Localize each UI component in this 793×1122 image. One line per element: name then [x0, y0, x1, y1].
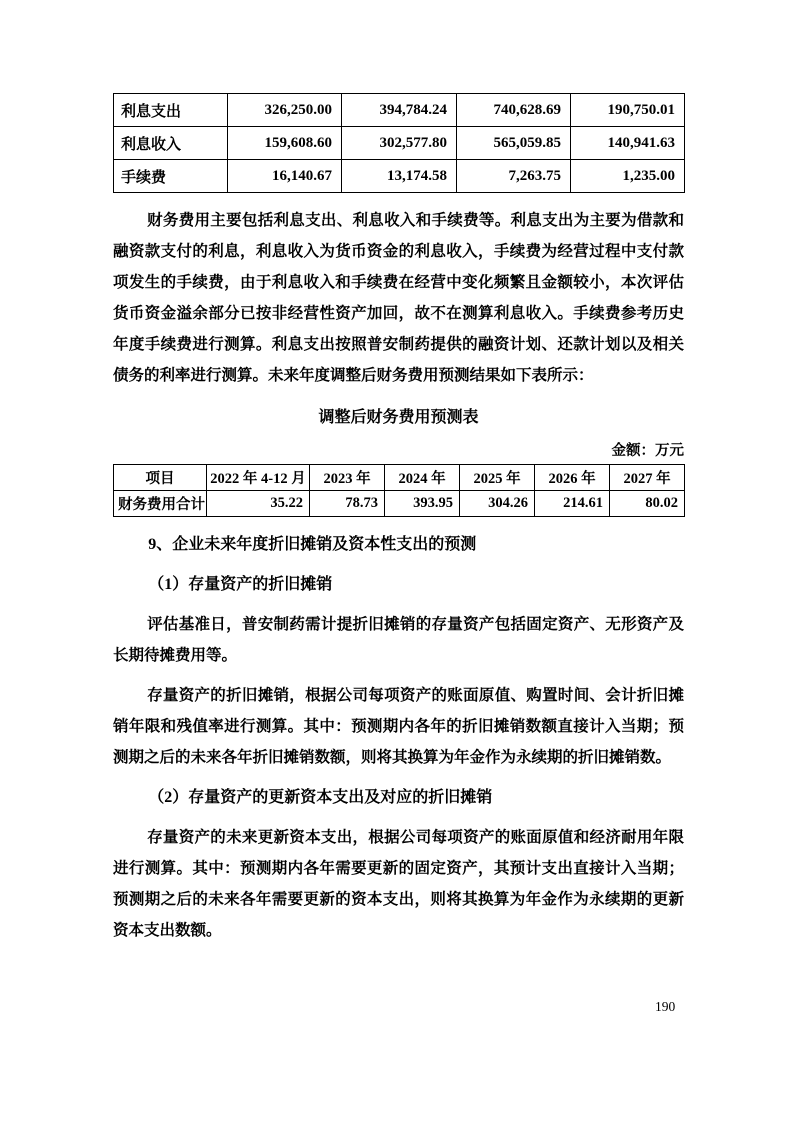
forecast-table-title: 调整后财务费用预测表 [318, 409, 479, 426]
unit-label: 金额：万元 [611, 443, 684, 459]
table-cell: 78.73 [310, 491, 385, 517]
finance-expense-items-table [113, 93, 685, 193]
finance-expense-forecast-table [113, 464, 685, 517]
table-cell: 326,250.00 [228, 94, 342, 127]
column-header: 2027 年 [610, 465, 685, 491]
table-cell: 393.95 [385, 491, 460, 517]
subsection-1-paragraph-1: 评估基准日，普安制药需计提折旧摊销的存量资产包括固定资产、无形资产及长期待摊费用等。 [113, 616, 684, 664]
row-label: 利息收入 [114, 127, 228, 160]
table-row-interest-expense [114, 94, 685, 127]
column-header: 2022 年 4-12 月 [207, 465, 310, 491]
subsection-2-paragraph-1: 存量资产的未来更新资本支出，根据公司每项资产的账面原值和经济耐用年限进行测算。其中：预测期内各年需要更新的固定资产，其预计支出直接计入当期；预测期之后的未来各年需要更新的资本支出，则将其换算为年金作为永续期的更新资本支出数额。 [113, 829, 684, 939]
table-cell: 1,235.00 [571, 160, 685, 193]
table-cell: 13,174.58 [342, 160, 457, 193]
table-cell: 190,750.01 [571, 94, 685, 127]
subsection-2-heading: （2）存量资产的更新资本支出及对应的折旧摊销 [148, 789, 493, 806]
row-label: 财务费用合计 [114, 491, 207, 517]
table-cell: 740,628.69 [457, 94, 571, 127]
column-header: 2023 年 [310, 465, 385, 491]
table-cell: 304.26 [460, 491, 535, 517]
table-header-row [114, 465, 685, 491]
table-cell: 302,577.80 [342, 127, 457, 160]
finance-expense-explanation-paragraph: 财务费用主要包括利息支出、利息收入和手续费等。利息支出为主要为借款和融资款支付的利息，利息收入为货币资金的利息收入，手续费为经营过程中支付款项发生的手续费，由于利息收入和手续费在经营中变化频繁且金额较小，本次评估货币资金溢余部分已按非经营性资产加回，故不在测算利息收入。手续费参考历史年度手续费进行测算。利息支出按照普安制药提供的融资计划、还款计划以及相关债务的利率进行测算。未来年度调整后财务费用预测结果如下表所示： [113, 212, 684, 384]
table-cell: 80.02 [610, 491, 685, 517]
row-label: 利息支出 [114, 94, 228, 127]
table-cell: 16,140.67 [228, 160, 342, 193]
table-cell: 565,059.85 [457, 127, 571, 160]
column-header: 项目 [114, 465, 207, 491]
table-row-handling-fee [114, 160, 685, 193]
subsection-1-heading: （1）存量资产的折旧摊销 [148, 576, 333, 593]
table-cell: 159,608.60 [228, 127, 342, 160]
subsection-1-paragraph-2: 存量资产的折旧摊销，根据公司每项资产的账面原值、购置时间、会计折旧摊销年限和残值率进行测算。其中：预测期内各年的折旧摊销数额直接计入当期；预测期之后的未来各年折旧摊销数额，则将其换算为年金作为永续期的折旧摊销数。 [113, 687, 684, 766]
column-header: 2025 年 [460, 465, 535, 491]
page-number: 190 [655, 999, 676, 1014]
table-cell: 140,941.63 [571, 127, 685, 160]
table-cell: 35.22 [207, 491, 310, 517]
table-cell: 7,263.75 [457, 160, 571, 193]
column-header: 2024 年 [385, 465, 460, 491]
row-label: 手续费 [114, 160, 228, 193]
table-row-finance-expense-total [114, 491, 685, 517]
section-9-heading: 9、企业未来年度折旧摊销及资本性支出的预测 [148, 536, 477, 553]
column-header: 2026 年 [535, 465, 610, 491]
table-cell: 214.61 [535, 491, 610, 517]
table-cell: 394,784.24 [342, 94, 457, 127]
table-row-interest-income [114, 127, 685, 160]
